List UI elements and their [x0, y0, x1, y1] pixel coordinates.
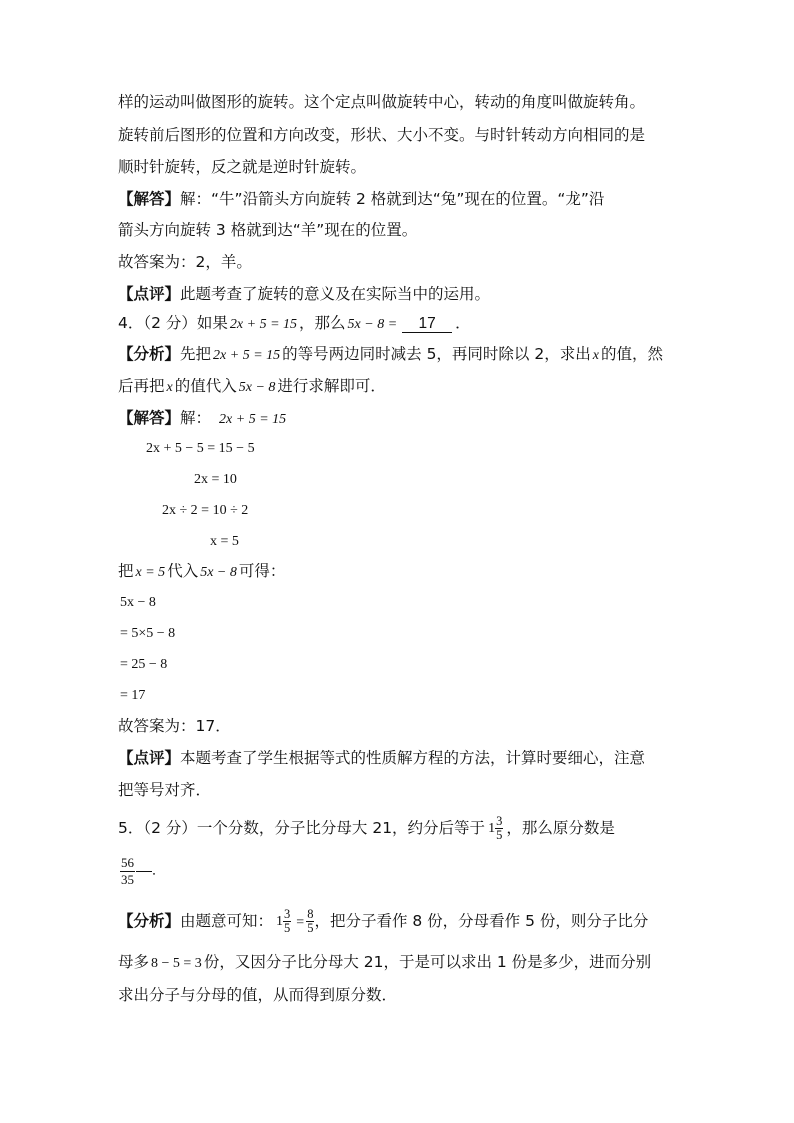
- analysis-tag: 【分析】: [118, 912, 181, 930]
- analysis-variable: x: [592, 348, 599, 363]
- q4-comment-line-1: [118, 748, 645, 768]
- q5-mixed-number: [488, 815, 503, 842]
- analysis-equation: 2x + 5 = 15: [213, 348, 281, 363]
- substitution-expression: 5x − 8: [200, 565, 237, 580]
- fraction-denominator: 5: [307, 921, 314, 935]
- mixed-whole: 1: [488, 820, 496, 836]
- q4-end: ．: [455, 314, 471, 332]
- q5-answer: [120, 855, 165, 888]
- q4-answer-blank: 17: [402, 315, 452, 333]
- comment-text: 此题考查了旋转的意义及在实际当中的运用。: [180, 285, 491, 303]
- analysis-text: 母多: [118, 953, 150, 971]
- q4-comment-line-2: 把等号对齐．: [118, 781, 212, 799]
- substitution-text: 把: [118, 562, 134, 580]
- analysis-mixed-number: [276, 908, 291, 935]
- substitution-text: 可得：: [238, 562, 286, 580]
- analysis-text: 进行求解即可．: [277, 377, 386, 395]
- analysis-text: 的等号两边同时减去 5，再同时除以 2，求出: [282, 345, 591, 363]
- solution-step: x = 5: [210, 534, 239, 549]
- analysis-expression: 8 − 5 = 3: [151, 956, 202, 971]
- comment-tag: 【点评】: [118, 749, 181, 767]
- fraction-numerator: 3: [284, 907, 291, 921]
- analysis-tag: 【分析】: [118, 345, 181, 363]
- q4-substitution: [118, 561, 285, 583]
- explanation-line-2: 旋转前后图形的位置和方向改变，形状、大小不变。与时针转动方向相同的是: [118, 126, 646, 144]
- equals-sign: =: [296, 915, 305, 930]
- fraction-denominator: 5: [496, 828, 503, 842]
- analysis-text: 先把: [180, 345, 212, 363]
- answer-tag: 【解答】: [118, 409, 181, 427]
- answer-underline: [136, 871, 152, 872]
- fraction-denominator: 5: [284, 921, 291, 935]
- q4-analysis-line-1: [118, 344, 663, 366]
- q4-answer-line: [118, 408, 288, 430]
- q4-mid: ，那么: [299, 314, 346, 332]
- fraction-numerator: 8: [307, 907, 314, 921]
- analysis-text: 份，又因分子比分母大 21，于是可以求出 1 份是多少，进而分别: [203, 953, 652, 971]
- analysis-text: ，把分子看作 8 份，分母看作 5 份，则分子比分: [314, 912, 649, 930]
- q5-analysis-line-1: [118, 908, 648, 935]
- q4-expression: 5x − 8 =: [347, 317, 398, 332]
- answer-text: 解：“牛”沿箭头方向旋转 2 格就到达“兔”现在的位置。“龙”沿: [180, 190, 605, 208]
- answer-numerator: 56: [121, 855, 134, 870]
- analysis-text: 的值代入: [174, 377, 237, 395]
- solution-step: 2x + 5 = 15: [219, 412, 287, 427]
- q3-answer-line-1: [118, 189, 604, 209]
- q4-analysis-line-2: [118, 376, 386, 398]
- q5-analysis-line-3: 求出分子与分母的值，从而得到原分数．: [118, 986, 398, 1004]
- q4-equation: 2x + 5 = 15: [229, 317, 298, 332]
- q4-question: [118, 313, 471, 335]
- q5-question-text: ，那么原分数是: [506, 819, 615, 837]
- analysis-text: 的值，然: [600, 345, 663, 363]
- answer-denominator: 35: [121, 872, 134, 887]
- analysis-text: 由题意可知：: [180, 912, 274, 930]
- calculation-step: = 25 − 8: [120, 657, 168, 672]
- substitution-text: 代入: [167, 562, 199, 580]
- q5-question: [118, 815, 615, 842]
- solution-step: 2x = 10: [194, 472, 237, 487]
- q3-comment: [118, 284, 490, 304]
- calculation-step: 5x − 8: [120, 595, 156, 610]
- solution-step: 2x ÷ 2 = 10 ÷ 2: [162, 503, 249, 518]
- comment-tag: 【点评】: [118, 285, 181, 303]
- calculation-step: = 5×5 − 8: [120, 626, 176, 641]
- calculation-step: = 17: [120, 688, 146, 703]
- analysis-variable: x: [166, 380, 173, 395]
- q3-answer-line-2: 箭头方向旋转 3 格就到达“羊”现在的位置。: [118, 221, 418, 239]
- analysis-expression: 5x − 8: [238, 380, 276, 395]
- q4-result: 故答案为：17．: [118, 717, 231, 735]
- substitution-equation: x = 5: [135, 565, 166, 580]
- q4-number: 4．（2 分）如果: [118, 314, 228, 332]
- answer-tag: 【解答】: [118, 190, 181, 208]
- solution-step: 2x + 5 − 5 = 15 − 5: [146, 441, 255, 456]
- fraction-numerator: 3: [496, 814, 503, 828]
- mixed-whole: 1: [276, 913, 284, 929]
- comment-text: 本题考查了学生根据等式的性质解方程的方法，计算时要细心，注意: [180, 749, 646, 767]
- explanation-line-1: 样的运动叫做图形的旋转。这个定点叫做旋转中心，转动的角度叫做旋转角。: [118, 93, 646, 111]
- q5-question-text: 5．（2 分）一个分数，分子比分母大 21，约分后等于: [118, 819, 486, 837]
- answer-prefix: 解：: [180, 409, 212, 427]
- explanation-line-3: 顺时针旋转，反之就是逆时针旋转。: [118, 158, 367, 176]
- analysis-text: 后再把: [118, 377, 165, 395]
- q3-result: 故答案为：2，羊。: [118, 253, 252, 271]
- answer-end: ．: [152, 862, 166, 878]
- q5-analysis-line-2: [118, 952, 651, 974]
